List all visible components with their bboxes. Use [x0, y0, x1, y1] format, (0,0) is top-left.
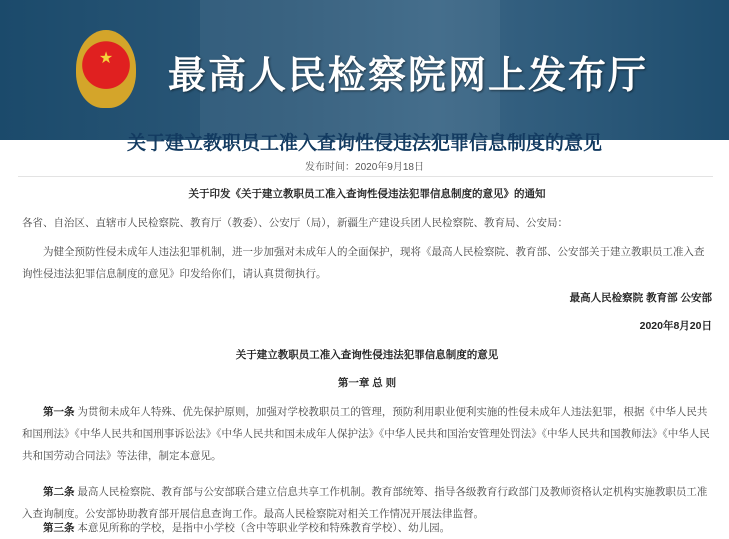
article-text: 最高人民检察院、教育部与公安部联合建立信息共享工作机制。教育部统筹、指导各级教育行政部门及教师资格认定机构实施教职员工准入查询制度。公安部协助教育部开展信息查询工作。最高人民检察院对相关工作情况开展法律监督。 [22, 486, 708, 520]
recipients: 各省、自治区、直辖市人民检察院、教育厅（教委）、公安厅（局），新疆生产建设兵团人民检察院、教育局、公安局： [22, 217, 568, 229]
article-label: 第一条 [43, 406, 75, 418]
article-label: 第三条 [43, 522, 75, 534]
article-text: 为贯彻未成年人特殊、优先保护原则，加强对学校教职员工的管理，预防利用职业便利实施的性侵未成年人违法犯罪，根据《中华人民共和国刑法》《中华人民共和国刑事诉讼法》《中华人民共和国未成年人保护法》《中华人民共和国治安管理处罚法》《中华人民共和国教师法》《中华人民共和国劳动合同法》等法律，制定本意见。 [22, 406, 710, 462]
opinion-title: 关于建立教职员工准入查询性侵违法犯罪信息制度的意见 [235, 349, 499, 361]
chapter-heading: 第一章 总 则 [337, 377, 397, 389]
sign-date: 2020年8月20日 [639, 320, 712, 332]
signers: 最高人民检察院 教育部 公安部 [569, 292, 712, 304]
site-title: 最高人民检察院网上发布厅 [168, 52, 649, 97]
site-banner [0, 0, 729, 140]
publish-date: 发布时间：2020年9月18日 [305, 162, 424, 173]
divider [18, 176, 713, 177]
article-label: 第二条 [43, 486, 75, 498]
procuratorate-emblem-icon: ★ [76, 30, 136, 108]
intro-paragraph: 为健全预防性侵未成年人违法犯罪机制，进一步加强对未成年人的全面保护，现将《最高人民检察院、教育部、公安部关于建立教职员工准入查询性侵违法犯罪信息制度的意见》印发给你们，请认真贯彻执行。 [22, 246, 705, 280]
article-3 [22, 517, 712, 539]
article-text: 本意见所称的学校，是指中小学校（含中等职业学校和特殊教育学校）、幼儿园。 [74, 522, 451, 534]
page-title: 关于建立教职员工准入查询性侵违法犯罪信息制度的意见 [126, 133, 602, 154]
article-1 [22, 401, 712, 467]
notice-title: 关于印发《关于建立教职员工准入查询性侵违法犯罪信息制度的意见》的通知 [188, 188, 546, 200]
